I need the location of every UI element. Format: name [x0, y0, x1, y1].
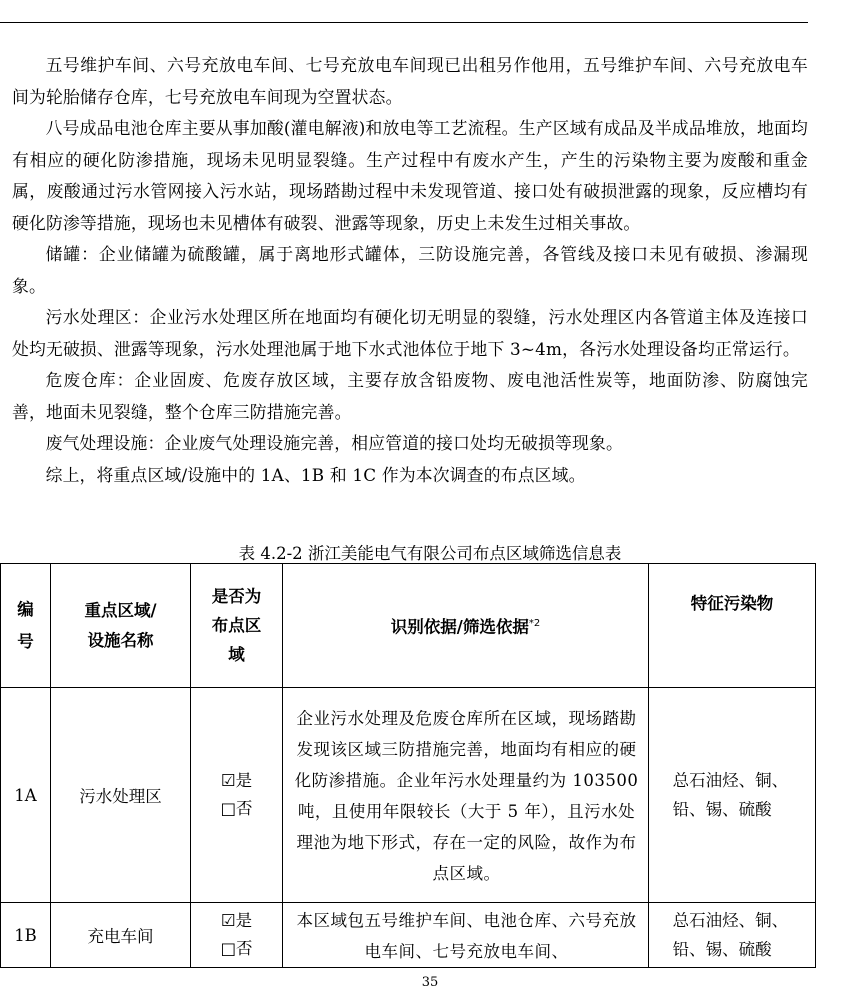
table-caption: 表 4.2-2 浙江美能电气有限公司布点区域筛选信息表	[238, 544, 622, 563]
row-area: 充电车间	[51, 903, 191, 968]
table-row	[1, 688, 816, 903]
row-pollutants	[649, 903, 816, 968]
header-area-text: 重点区域/设施名称	[84, 600, 157, 650]
page-number: 35	[421, 975, 439, 990]
table-row	[1, 903, 816, 968]
header-is-point-text: 是否为布点区域	[211, 587, 262, 664]
table-header-row	[1, 564, 816, 688]
header-pollutants-text: 特征污染物	[690, 594, 774, 613]
header-basis	[283, 564, 649, 688]
paragraph: 五号维护车间、六号充放电车间、七号充放电车间现已出租另作他用，五号维护车间、六号充放电车间为轮胎储存仓库，七号充放电车间现为空置状态。	[12, 55, 808, 107]
option-no: □否	[220, 799, 253, 818]
row-is-point	[191, 903, 283, 968]
row-id: 1A	[1, 688, 51, 903]
option-yes: ☑是	[220, 771, 253, 790]
header-pollutants	[649, 564, 816, 688]
header-area	[51, 564, 191, 688]
row-pollutants-text: 总石油烃、铜、铅、锡、硫酸	[672, 911, 789, 959]
row-pollutants-text: 总石油烃、铜、铅、锡、硫酸	[672, 771, 789, 819]
row-basis: 本区域包五号维护车间、电池仓库、六号充放电车间、七号充放电车间、	[283, 903, 649, 968]
paragraph: 危废仓库：企业固废、危废存放区域，主要存放含铅废物、废电池活性炭等，地面防渗、防腐蚀完善，地面未见裂缝，整个仓库三防措施完善。	[12, 370, 808, 422]
body-text	[12, 50, 808, 491]
screening-table	[0, 563, 816, 968]
header-rule	[0, 22, 808, 23]
header-id-text: 编号	[17, 599, 34, 651]
header-is-point	[191, 564, 283, 688]
row-basis: 企业污水处理及危废仓库所在区域，现场踏勘发现该区域三防措施完善，地面均有相应的硬化防渗措施。企业年污水处理量约为 103500 吨，且使用年限较长（大于 5 年），且污水处理池为地下形式，存在一定的风险，故作为布点区域。	[283, 688, 649, 903]
paragraph: 废气处理设施：企业废气处理设施完善，相应管道的接口处均无破损等现象。	[45, 433, 623, 453]
paragraph: 综上，将重点区域/设施中的 1A、1B 和 1C 作为本次调查的布点区域。	[45, 464, 586, 485]
paragraph: 八号成品电池仓库主要从事加酸(灌电解液)和放电等工艺流程。生产区域有成品及半成品堆放，地面均有相应的硬化防渗措施，现场未见明显裂缝。生产过程中有废水产生，产生的污染物主要为废酸和重金属，废酸通过污水管网接入污水站，现场踏勘过程中未发现管道、接口处有破损泄露的现象，反应槽均有硬化防渗等措施，现场也未见槽体有破裂、泄露等现象，历史上未发生过相关事故。	[12, 118, 808, 233]
option-yes: ☑是	[220, 911, 253, 930]
paragraph: 污水处理区：企业污水处理区所在地面均有硬化切无明显的裂缝，污水处理区内各管道主体及连接口处均无破损、泄露等现象，污水处理池属于地下水式池体位于地下 3~4m，各污水处理设备均正常运行。	[12, 307, 808, 359]
row-id: 1B	[1, 903, 51, 968]
option-no: □否	[220, 939, 253, 958]
row-area: 污水处理区	[51, 688, 191, 903]
header-basis-text: 识别依据/筛选依据	[390, 617, 529, 637]
row-pollutants	[649, 688, 816, 903]
row-is-point	[191, 688, 283, 903]
paragraph: 储罐：企业储罐为硫酸罐，属于离地形式罐体，三防设施完善，各管线及接口未见有破损、渗漏现象。	[12, 244, 808, 296]
header-basis-footnote: *2	[528, 617, 541, 629]
header-id	[1, 564, 51, 688]
